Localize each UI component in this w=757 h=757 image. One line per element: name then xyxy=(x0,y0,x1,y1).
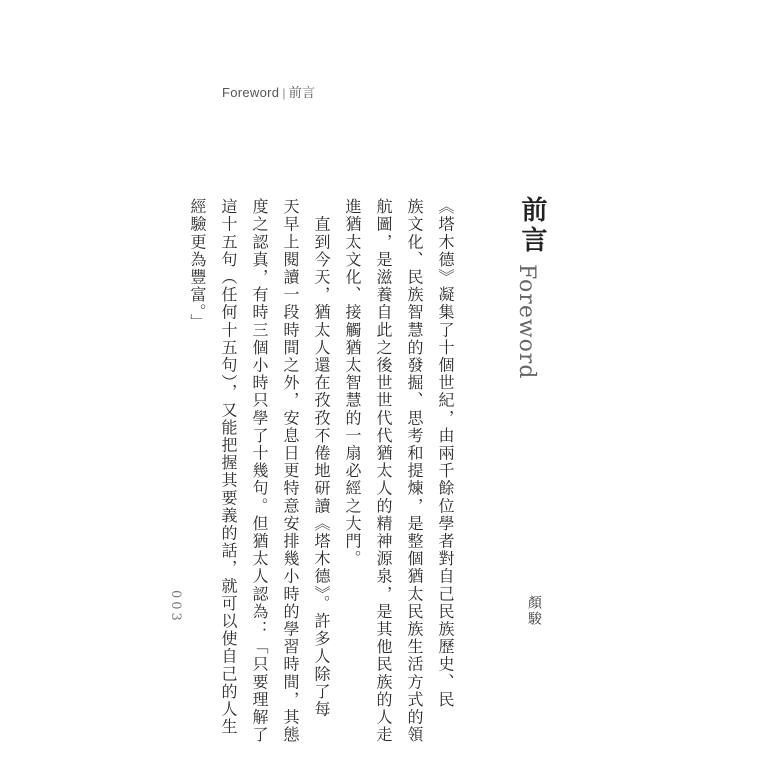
chapter-title-chinese: 前言 xyxy=(517,196,547,256)
body-text xyxy=(182,198,461,744)
header-english: Foreword xyxy=(222,85,280,100)
body-column: 《塔木德》凝集了十個世紀，由兩千餘位學者對自己民族歷史、民 xyxy=(436,198,455,709)
chapter-title xyxy=(514,196,551,384)
body-column: 族文化、民族智慧的發掘、思考和提煉，是整個猶太民族生活方式的領 xyxy=(405,198,424,744)
body-column: 這十五句（任何十五句），又能把握其要義的話，就可以使自己的人生 xyxy=(219,198,238,736)
author-name: 顏駿 xyxy=(526,595,542,627)
body-column: 天早上閱讀一段時間之外，安息日更特意安排幾小時的學習時間，其態 xyxy=(281,198,300,744)
body-column: 進猶太文化、接觸猶太智慧的一扇必經之大門。 xyxy=(343,198,362,568)
header-separator: | xyxy=(282,86,286,100)
page-number: 003 xyxy=(168,590,183,624)
chapter-title-english: Foreword xyxy=(514,264,539,380)
body-column: 經驗更為豐富。」 xyxy=(188,198,207,331)
running-header xyxy=(222,82,315,101)
body-column: 直到今天，猶太人還在孜孜不倦地研讀《塔木德》。許多人除了每 xyxy=(312,198,331,718)
header-chinese: 前言 xyxy=(288,85,316,100)
body-column: 航圖，是滋養自此之後世世代代猶太人的精神源泉，是其他民族的人走 xyxy=(374,198,393,744)
body-column: 度之認真，有時三個小時只學了十幾句。但猶太人認為：「只要理解了 xyxy=(250,198,269,744)
